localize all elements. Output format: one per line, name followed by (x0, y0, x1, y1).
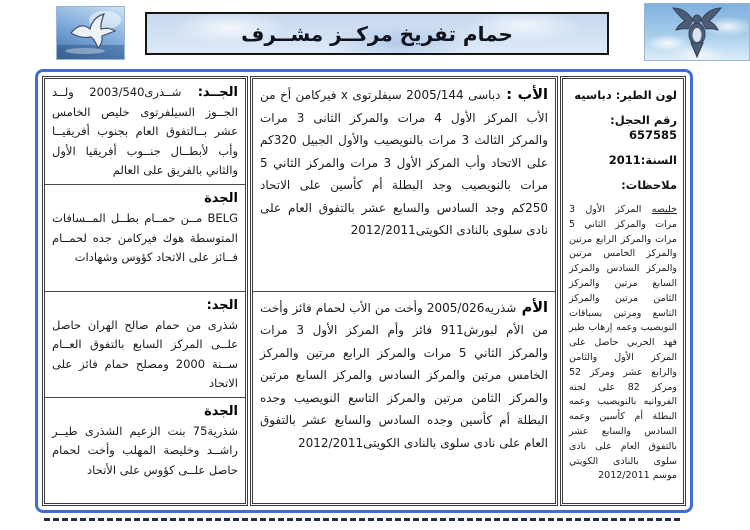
bird-info-column (560, 76, 686, 506)
grandfather-2-text: شذرى من حمام صالح الهران حاصل علــى المركز السابع بالتفوق العــام ســنة 2000 ومصلح حمام فائز على الاتحاد (52, 317, 238, 390)
notes-text (569, 203, 677, 484)
grandfather-1-section (45, 79, 245, 184)
ring-number-line: رقم الحجل: 657585 (610, 113, 677, 142)
page-title: حمام تفريخ مركــز مشــرف (241, 21, 513, 46)
grandfather-2-section (45, 291, 245, 397)
grandmother-1-text: BELG مــن حمــام بطــل المــسافات المتوسطة هوك فيركامن جده لحمــام فــائز على الاتحاد كؤوس وشهادات (52, 211, 238, 265)
father-text: دباسى 2005/144 سيفلرتوى x فيركامن أخ من الأب المركز الأول 4 مرات والمركز الثانى 3 مرات والمركز الثالث 3 مرات بالنويصيب والأول الجبيل 320كم على الاتحاد وأب المركز الأول 3 مرات والمركز الثاني 5 مرات بالنويصيب وجد البطلة أم كأسين على الاتحاد 250كم وجد السادس والسابع عشر بالتفوق العام على نادى سلوى بالنادى الكويتى2012/2011 (260, 88, 549, 237)
grandmother-2-label: الجدة (204, 403, 238, 419)
grandmother-1-section (45, 184, 245, 290)
pigeon-icon (645, 4, 749, 60)
mother-label: الأم (516, 299, 548, 316)
grandfather-2-label: الجد: (206, 297, 238, 313)
pigeon-photo-left (56, 6, 125, 60)
father-section (253, 79, 555, 291)
parents-column (250, 76, 558, 506)
flying-bird-icon (57, 7, 124, 59)
title-box (145, 12, 609, 55)
mother-text: شذريه2005/026 وأخت من الأب لحمام فائز وأخت من الأم لبورش911 فائز وأم المركز الأول 3 مرات والمركز الثاني 5 مرات والمركز الرابع مرتين والمركز الخامس مرتين والمركز السادس والمركز السابع مرتين والمركز الثامن مرتين والمركز التاسع النويصيب وجده البطلة أم كأسين وجده السادس والسابع عشر بالتفوق العام على نادى سلوى بالنادى الكويتى2012/2011 (260, 300, 548, 450)
grandmother-2-text: شذرية75 بنت الزعيم الشذرى طيــر راشــد وخليصة المهلب وأخت لحمام حاصل علــى كؤوس على الأتحاد (52, 423, 238, 477)
pigeon-photo-right (644, 3, 750, 61)
father-label: الأب : (500, 87, 549, 103)
grandparents-column (42, 76, 248, 506)
bird-color-line: لون الطير: دباسيه (574, 88, 677, 102)
grandmother-1-label: الجدة (204, 191, 238, 207)
pedigree-table (35, 69, 693, 513)
notes-body: المركز الأول 3 مرات والمركز الثاني 5 مرات والمركز الرابع مرتين والمركز الخامس مرتين والمركز السادس والمركز السابع مرتين والمركز الثامن مرتين والمركز التاسع ومرتين بسباقات النويصيب وعمه إرهاب طير فهد الحربي حاصل على المركز الأول والثامن والرابع عشر ومركز 52 ومركز 82 على لجنه الفروانيه بالنويصيب وعمه البطلة أم كأسين وعمه السادس والسابع عشر بالتفوق العام على نادى سلوى بالنادى الكويتي موسم 2012/2011 (569, 204, 677, 482)
mother-section (253, 291, 555, 504)
notes-lead-word: خليصه (651, 204, 677, 215)
grandfather-1-label: الجــد: (181, 85, 238, 100)
grandfather-1-text: شــذرى2003/540 ولــد الجــوز السيلفرتوى خليص الخامس عشر بــالتفوق العام بجنوب أفريقيــا وأب لأبطــال جنــوب أفريقيا الأول والثاني بالفريق على العالم (52, 85, 238, 177)
year-line: السنة:2011 (608, 153, 677, 167)
notes-label: ملاحظات: (621, 178, 677, 192)
grandmother-2-section (45, 397, 245, 503)
